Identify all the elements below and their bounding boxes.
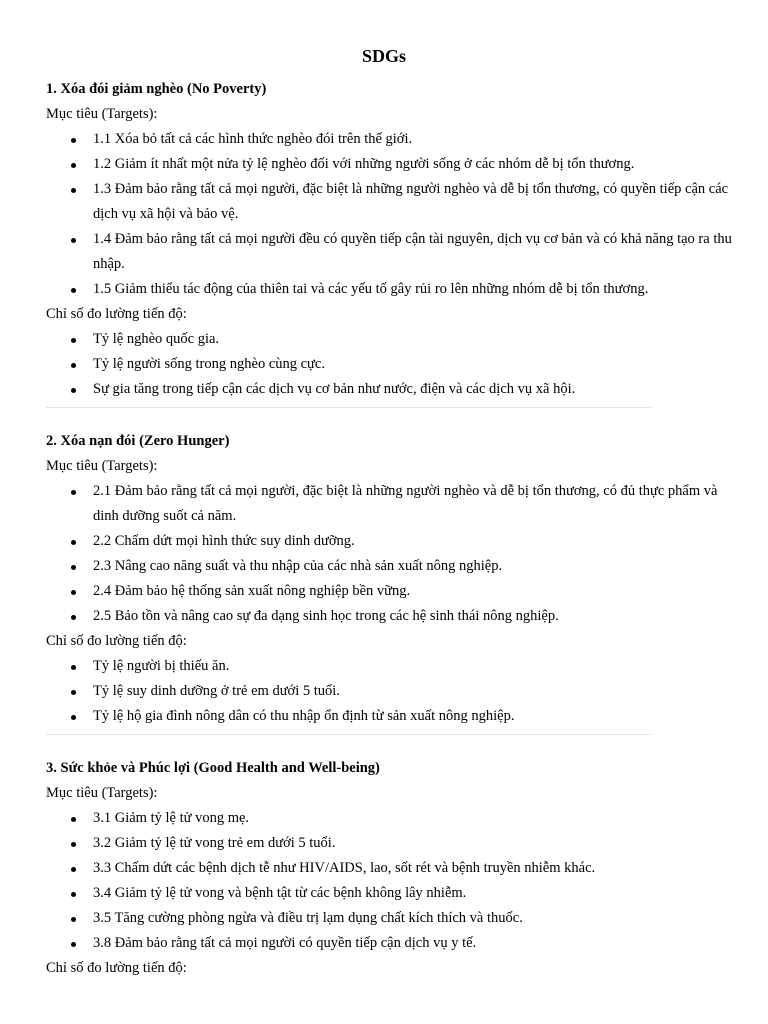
section-title: 3. Sức khỏe và Phúc lợi (Good Health and Well-being) <box>46 760 380 776</box>
target-item: 2.4 Đảm bảo hệ thống sản xuất nông nghiệp bền vững. <box>93 579 746 604</box>
indicators-label: Chỉ số đo lường tiến độ: <box>46 306 187 322</box>
indicators-label: Chỉ số đo lường tiến độ: <box>46 633 187 649</box>
target-item: 2.1 Đảm bảo rằng tất cả mọi người, đặc biệt là những người nghèo và dễ bị tổn thương, có đủ thực phẩm và dinh dưỡng suốt cả năm. <box>93 479 746 529</box>
target-item: 3.1 Giảm tỷ lệ tử vong mẹ. <box>93 806 746 831</box>
sdg-section-1 <box>46 77 746 402</box>
indicator-item: Tỷ lệ người bị thiếu ăn. <box>93 654 746 679</box>
target-item: 3.3 Chấm dứt các bệnh dịch tễ như HIV/AIDS, lao, sốt rét và bệnh truyền nhiễm khác. <box>93 856 746 881</box>
target-item: 2.3 Nâng cao năng suất và thu nhập của các nhà sản xuất nông nghiệp. <box>93 554 746 579</box>
targets-list <box>46 479 746 629</box>
target-item: 1.2 Giảm ít nhất một nửa tỷ lệ nghèo đối với những người sống ở các nhóm dễ bị tổn thương. <box>93 152 746 177</box>
targets-list <box>46 127 746 302</box>
target-item: 1.4 Đảm bảo rằng tất cả mọi người đều có quyền tiếp cận tài nguyên, dịch vụ cơ bản và có khả năng tạo ra thu nhập. <box>93 227 746 277</box>
target-item: 3.2 Giảm tỷ lệ tử vong trẻ em dưới 5 tuổi. <box>93 831 746 856</box>
target-item: 3.4 Giảm tỷ lệ tử vong và bệnh tật từ các bệnh không lây nhiễm. <box>93 881 746 906</box>
indicators-list <box>46 327 746 402</box>
indicator-item: Sự gia tăng trong tiếp cận các dịch vụ cơ bản như nước, điện và các dịch vụ xã hội. <box>93 377 746 402</box>
indicators-label: Chỉ số đo lường tiến độ: <box>46 960 187 976</box>
target-item: 2.2 Chấm dứt mọi hình thức suy dinh dưỡng. <box>93 529 746 554</box>
indicator-item: Tỷ lệ nghèo quốc gia. <box>93 327 746 352</box>
targets-label: Mục tiêu (Targets): <box>46 458 158 474</box>
section-divider <box>46 734 651 735</box>
document-title: SDGs <box>361 46 406 66</box>
sdg-section-3 <box>46 756 746 981</box>
section-title: 2. Xóa nạn đói (Zero Hunger) <box>46 433 230 449</box>
indicators-list <box>46 654 746 729</box>
indicator-item: Tỷ lệ người sống trong nghèo cùng cực. <box>93 352 746 377</box>
section-divider <box>46 407 651 408</box>
target-item: 1.1 Xóa bỏ tất cả các hình thức nghèo đói trên thế giới. <box>93 127 746 152</box>
section-title: 1. Xóa đói giảm nghèo (No Poverty) <box>46 81 267 97</box>
targets-label: Mục tiêu (Targets): <box>46 785 158 801</box>
sdg-section-2 <box>46 429 746 729</box>
targets-list <box>46 806 746 956</box>
target-item: 3.8 Đảm bảo rằng tất cả mọi người có quyền tiếp cận dịch vụ y tế. <box>93 931 746 956</box>
target-item: 2.5 Bảo tồn và nâng cao sự đa dạng sinh học trong các hệ sinh thái nông nghiệp. <box>93 604 746 629</box>
indicator-item: Tỷ lệ suy dinh dưỡng ở trẻ em dưới 5 tuổi. <box>93 679 746 704</box>
target-item: 1.3 Đảm bảo rằng tất cả mọi người, đặc biệt là những người nghèo và dễ bị tổn thương, có quyền tiếp cận các dịch vụ xã hội và bảo vệ. <box>93 177 746 227</box>
target-item: 1.5 Giảm thiểu tác động của thiên tai và các yếu tố gây rủi ro lên những nhóm dễ bị tổn thương. <box>93 277 746 302</box>
indicator-item: Tỷ lệ hộ gia đình nông dân có thu nhập ổn định từ sản xuất nông nghiệp. <box>93 704 746 729</box>
targets-label: Mục tiêu (Targets): <box>46 106 158 122</box>
target-item: 3.5 Tăng cường phòng ngừa và điều trị lạm dụng chất kích thích và thuốc. <box>93 906 746 931</box>
